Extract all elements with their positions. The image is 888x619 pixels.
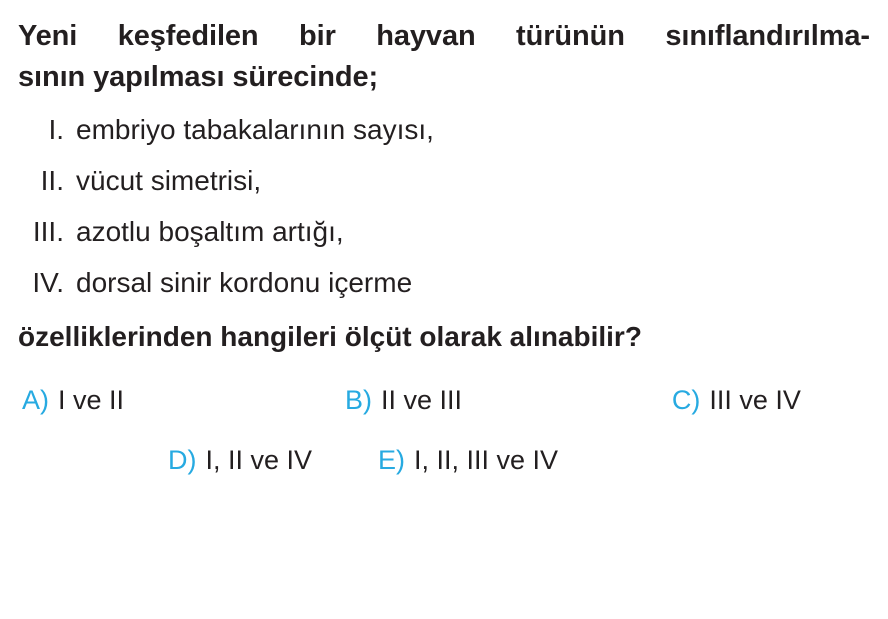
choice-c[interactable] [672,384,870,416]
roman-numeral-list [18,116,870,297]
list-item [18,167,870,195]
list-item-text: dorsal sinir kordonu içerme [76,267,413,299]
choices-row-bottom [18,444,870,476]
question-stem [18,16,870,98]
choice-d[interactable] [18,444,348,476]
choice-a-letter: A) [22,384,49,415]
choice-a[interactable] [18,384,345,416]
list-item-numeral: I. [48,114,64,146]
choice-c-letter: C) [671,384,701,415]
list-item-numeral: II. [40,165,64,197]
list-item-text: vücut simetrisi, [76,165,262,197]
list-item-numeral: III. [32,216,64,248]
choice-d-letter: D) [168,445,197,476]
choice-e[interactable] [348,444,728,476]
choice-b[interactable] [345,384,672,416]
question-stem-line-1: Yeni keşfedilen bir hayvan türünün sınıflandırılma- [18,20,870,52]
list-item [18,116,870,144]
question-stem-line-2: sının yapılması sürecinde; [18,61,379,94]
question-closing-line: özelliklerinden hangileri ölçüt olarak alınabilir? [18,321,642,353]
choice-b-label: II ve III [380,384,462,415]
list-item [18,218,870,246]
choices-row-top [18,384,870,416]
choice-e-letter: E) [378,445,405,476]
choice-e-label: I, II, III ve IV [414,445,559,476]
list-item-text: embriyo tabakalarının sayısı, [76,114,434,146]
choice-a-label: I ve II [58,384,125,415]
list-item [18,269,870,297]
choice-b-letter: B) [344,384,372,415]
choice-d-label: I, II ve IV [205,445,313,476]
list-item-numeral: IV. [32,267,64,299]
list-item-text: azotlu boşaltım artığı, [76,216,344,248]
choice-c-label: III ve IV [709,384,801,415]
